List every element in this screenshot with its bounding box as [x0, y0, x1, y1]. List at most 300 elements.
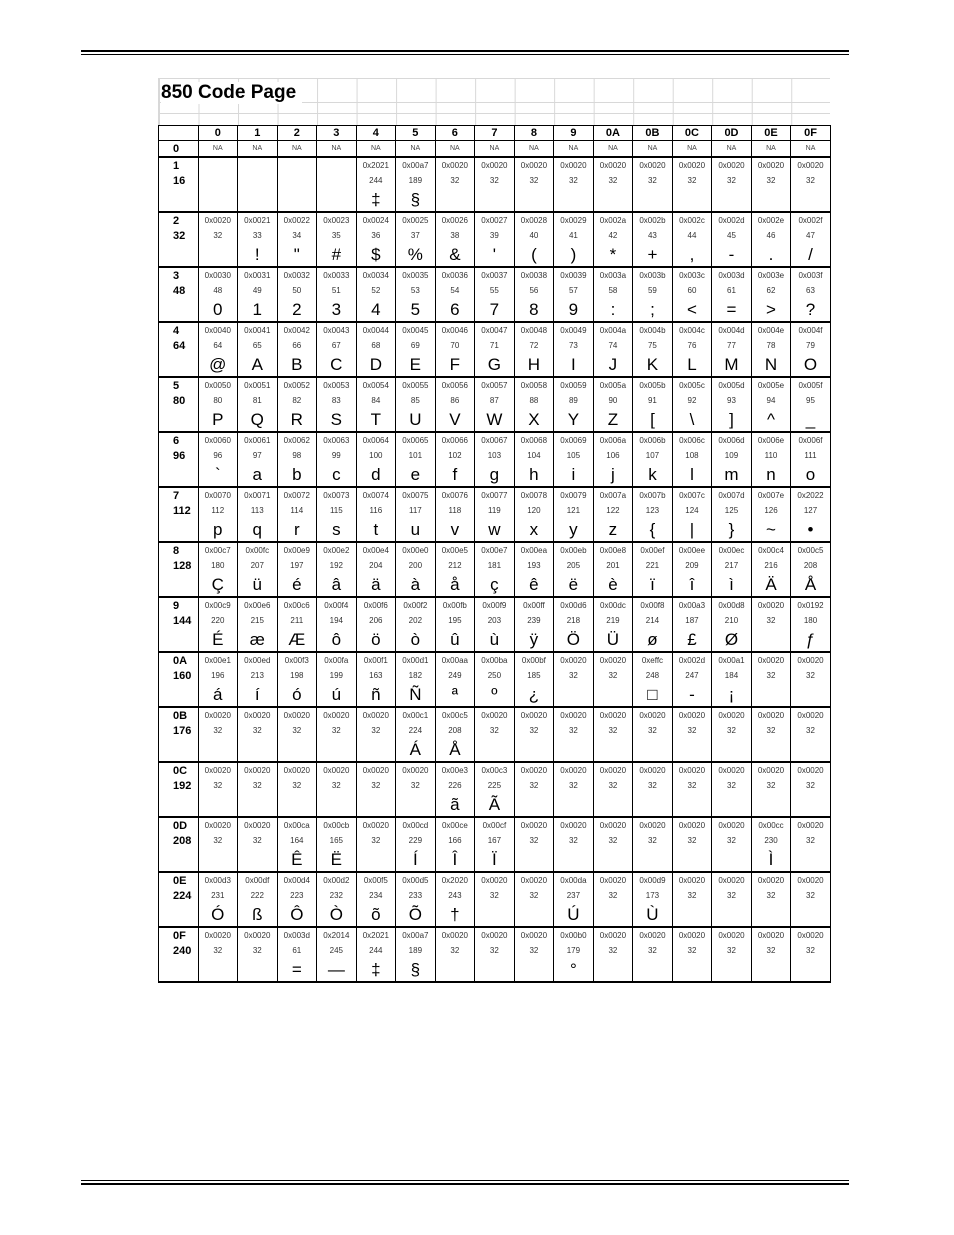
glyph-cell: F [435, 353, 475, 377]
hex-code-cell: 0x2022 [791, 487, 831, 503]
glyph-cell [238, 188, 278, 212]
hex-code-cell: 0x0020 [475, 707, 515, 723]
hex-code-cell: 0x00c5 [435, 707, 475, 723]
hex-code-cell: 0x005d [712, 377, 752, 393]
byte-code-cell: 84 [356, 393, 396, 408]
glyph-cell: 6 [435, 298, 475, 322]
byte-code-cell: 32 [751, 723, 791, 738]
hex-code-cell: 0x0022 [277, 212, 317, 228]
byte-code-cell: 79 [791, 338, 831, 353]
table-row-code [159, 668, 831, 683]
hex-code-cell: 0x0020 [514, 762, 554, 778]
row-label: 1 [159, 157, 199, 173]
table-row-glyph [159, 738, 831, 762]
byte-code-cell: 220 [198, 613, 238, 628]
byte-code-cell: 189 [396, 173, 436, 188]
row-decimal-label: 80 [159, 393, 199, 408]
hex-code-cell: 0x0050 [198, 377, 238, 393]
byte-code-cell: 32 [198, 943, 238, 958]
byte-code-cell: 32 [751, 613, 791, 628]
table-row-code [159, 723, 831, 738]
byte-code-cell: 234 [356, 888, 396, 903]
hex-code-cell: 0x005b [633, 377, 673, 393]
byte-code-cell: 213 [238, 668, 278, 683]
hex-code-cell: 0x00ee [672, 542, 712, 558]
glyph-cell: m [712, 463, 752, 487]
glyph-cell [672, 793, 712, 817]
hex-code-cell: 0x0047 [475, 322, 515, 338]
hex-code-cell: 0x0020 [198, 762, 238, 778]
hex-code-cell: 0x007b [633, 487, 673, 503]
glyph-cell: Ã [475, 793, 515, 817]
hex-code-cell: 0x0034 [356, 267, 396, 283]
table-row-hex [159, 597, 831, 613]
byte-code-cell: 109 [712, 448, 752, 463]
glyph-cell [791, 848, 831, 872]
glyph-cell [514, 958, 554, 982]
glyph-cell: æ [238, 628, 278, 652]
glyph-cell: = [712, 298, 752, 322]
byte-code-cell: 116 [356, 503, 396, 518]
code-page-sheet [158, 78, 830, 983]
byte-code-cell: 210 [712, 613, 752, 628]
column-header: 8 [514, 126, 554, 141]
glyph-cell: ) [554, 243, 594, 267]
byte-code-cell: 194 [317, 613, 357, 628]
column-header: 0D [712, 126, 752, 141]
hex-code-cell: 0x0039 [554, 267, 594, 283]
byte-code-cell: 249 [435, 668, 475, 683]
table-row-hex [159, 542, 831, 558]
hex-code-cell: 0x0020 [593, 157, 633, 173]
hex-code-cell: 0x0043 [317, 322, 357, 338]
row-spacer [159, 518, 199, 542]
glyph-cell: j [593, 463, 633, 487]
hex-code-cell: 0x0020 [554, 652, 594, 668]
glyph-cell: u [396, 518, 436, 542]
byte-code-cell: 97 [238, 448, 278, 463]
hex-code-cell: 0x006b [633, 432, 673, 448]
hex-code-cell: 0x0020 [238, 707, 278, 723]
row-spacer [159, 573, 199, 597]
table-row-glyph [159, 188, 831, 212]
glyph-cell: ¡ [712, 683, 752, 707]
byte-code-cell: 78 [751, 338, 791, 353]
hex-code-cell: 0x0029 [554, 212, 594, 228]
byte-code-cell: 55 [475, 283, 515, 298]
byte-code-cell: 32 [672, 173, 712, 188]
glyph-cell: ' [475, 243, 515, 267]
glyph-cell: ; [633, 298, 673, 322]
hex-code-cell: 0x0020 [435, 927, 475, 943]
row-decimal-label: 128 [159, 558, 199, 573]
hex-code-cell: 0x0020 [356, 817, 396, 833]
glyph-cell [554, 848, 594, 872]
glyph-cell: é [277, 573, 317, 597]
glyph-cell: * [593, 243, 633, 267]
byte-code-cell: 184 [712, 668, 752, 683]
byte-code-cell: 208 [435, 723, 475, 738]
byte-code-cell: 32 [475, 888, 515, 903]
hex-code-cell: 0x0020 [751, 762, 791, 778]
byte-code-cell: 187 [672, 613, 712, 628]
hex-code-cell: 0x002d [672, 652, 712, 668]
byte-code-cell: 204 [356, 558, 396, 573]
byte-code-cell: 61 [277, 943, 317, 958]
hex-code-cell: 0x0074 [356, 487, 396, 503]
hex-code-cell: 0x0021 [238, 212, 278, 228]
glyph-cell: + [633, 243, 673, 267]
byte-code-cell: 245 [317, 943, 357, 958]
glyph-cell: ƒ [791, 628, 831, 652]
glyph-cell [238, 958, 278, 982]
code-cell-value: NA [277, 141, 317, 158]
hex-code-cell: 0x002a [593, 212, 633, 228]
byte-code-cell: 56 [514, 283, 554, 298]
glyph-cell: J [593, 353, 633, 377]
glyph-cell [396, 793, 436, 817]
byte-code-cell: 49 [238, 283, 278, 298]
hex-code-cell: 0x0046 [435, 322, 475, 338]
table-row-hex [159, 487, 831, 503]
byte-code-cell: 32 [514, 723, 554, 738]
hex-code-cell: 0x0067 [475, 432, 515, 448]
glyph-cell: Æ [277, 628, 317, 652]
glyph-cell [238, 793, 278, 817]
byte-code-cell: 64 [198, 338, 238, 353]
code-page-table [158, 125, 831, 983]
hex-code-cell: 0x0032 [277, 267, 317, 283]
byte-code-cell: 88 [514, 393, 554, 408]
hex-code-cell: 0x004f [791, 322, 831, 338]
byte-code-cell: 69 [396, 338, 436, 353]
row-label: 0D [159, 817, 199, 833]
hex-code-cell: 0x0061 [238, 432, 278, 448]
glyph-cell: à [396, 573, 436, 597]
hex-code-cell: 0x0071 [238, 487, 278, 503]
byte-code-cell: 121 [554, 503, 594, 518]
glyph-cell [317, 793, 357, 817]
glyph-cell [751, 738, 791, 762]
hex-code-cell: 0x0020 [593, 817, 633, 833]
hex-code-cell: 0x00a1 [712, 652, 752, 668]
hex-code-cell: 0x00e6 [238, 597, 278, 613]
glyph-cell: x [514, 518, 554, 542]
byte-code-cell: 91 [633, 393, 673, 408]
glyph-cell: Ö [554, 628, 594, 652]
row-decimal-label: 160 [159, 668, 199, 683]
glyph-cell: k [633, 463, 673, 487]
byte-code-cell: 32 [672, 888, 712, 903]
glyph-cell [751, 793, 791, 817]
byte-code-cell: 32 [198, 228, 238, 243]
byte-code-cell: 32 [554, 833, 594, 848]
hex-code-cell: 0x2021 [356, 927, 396, 943]
row-label: 9 [159, 597, 199, 613]
byte-code-cell: 32 [435, 173, 475, 188]
byte-code-cell: 223 [277, 888, 317, 903]
glyph-cell: l [672, 463, 712, 487]
hex-code-cell: 0x00ff [514, 597, 554, 613]
byte-code-cell: 43 [633, 228, 673, 243]
glyph-cell [277, 188, 317, 212]
byte-code-cell: 102 [435, 448, 475, 463]
hex-code-cell: 0x0020 [554, 157, 594, 173]
byte-code-cell: 247 [672, 668, 712, 683]
column-header: 0A [593, 126, 633, 141]
byte-code-cell: 32 [712, 723, 752, 738]
byte-code-cell: 32 [791, 173, 831, 188]
byte-code-cell: 211 [277, 613, 317, 628]
hex-code-cell: 0x2014 [317, 927, 357, 943]
byte-code-cell: 81 [238, 393, 278, 408]
glyph-cell: c [317, 463, 357, 487]
glyph-cell: ¿ [514, 683, 554, 707]
hex-code-cell: 0x0028 [514, 212, 554, 228]
byte-code-cell: 125 [712, 503, 752, 518]
byte-code-cell: 115 [317, 503, 357, 518]
byte-code-cell: 32 [593, 668, 633, 683]
glyph-cell: ° [554, 958, 594, 982]
byte-code-cell: 208 [791, 558, 831, 573]
hex-code-cell: 0x00c7 [198, 542, 238, 558]
byte-code-cell: 87 [475, 393, 515, 408]
byte-code-cell: 36 [356, 228, 396, 243]
column-header-row [159, 126, 831, 141]
byte-code-cell: 206 [356, 613, 396, 628]
glyph-cell [593, 738, 633, 762]
hex-code-cell: 0x0051 [238, 377, 278, 393]
hex-code-cell: 0x00c5 [791, 542, 831, 558]
table-row-hex [159, 377, 831, 393]
row-spacer [159, 408, 199, 432]
hex-code-cell: 0xeffc [633, 652, 673, 668]
glyph-cell: ú [317, 683, 357, 707]
hex-code-cell: 0x0031 [238, 267, 278, 283]
glyph-cell: / [791, 243, 831, 267]
table-row-glyph [159, 848, 831, 872]
glyph-cell: Í [396, 848, 436, 872]
byte-code-cell: 75 [633, 338, 673, 353]
hex-code-cell: 0x0063 [317, 432, 357, 448]
byte-code-cell: 216 [751, 558, 791, 573]
hex-code-cell: 0x0020 [791, 157, 831, 173]
glyph-cell [198, 188, 238, 212]
glyph-cell: = [277, 958, 317, 982]
hex-code-cell: 0x0068 [514, 432, 554, 448]
glyph-cell: g [475, 463, 515, 487]
glyph-cell [593, 683, 633, 707]
glyph-cell: ü [238, 573, 278, 597]
hex-code-cell: 0x0020 [514, 927, 554, 943]
hex-code-cell: 0x00e7 [475, 542, 515, 558]
row-label: 6 [159, 432, 199, 448]
byte-code-cell: 32 [514, 173, 554, 188]
hex-code-cell: 0x00e9 [277, 542, 317, 558]
byte-code-cell: 32 [712, 778, 752, 793]
byte-code-cell: 32 [238, 723, 278, 738]
hex-code-cell: 0x0020 [633, 157, 673, 173]
glyph-cell: ö [356, 628, 396, 652]
hex-code-cell: 0x0020 [198, 817, 238, 833]
column-header: 0C [672, 126, 712, 141]
glyph-cell: º [475, 683, 515, 707]
hex-code-cell: 0x0020 [751, 872, 791, 888]
hex-code-cell: 0x00f4 [317, 597, 357, 613]
table-row-code [159, 448, 831, 463]
byte-code-cell: 73 [554, 338, 594, 353]
hex-code-cell: 0x00e0 [396, 542, 436, 558]
glyph-cell [791, 683, 831, 707]
byte-code-cell: 205 [554, 558, 594, 573]
byte-code-cell: 32 [633, 173, 673, 188]
glyph-cell: ( [514, 243, 554, 267]
glyph-cell: { [633, 518, 673, 542]
glyph-cell: e [396, 463, 436, 487]
byte-code-cell: 65 [238, 338, 278, 353]
byte-code-cell: 226 [435, 778, 475, 793]
byte-code-cell: 222 [238, 888, 278, 903]
glyph-cell: # [317, 243, 357, 267]
glyph-cell [435, 958, 475, 982]
table-row-code [159, 338, 831, 353]
byte-code-cell: 123 [633, 503, 673, 518]
byte-code-cell: 32 [633, 723, 673, 738]
hex-code-cell: 0x002e [751, 212, 791, 228]
byte-code-cell: 126 [751, 503, 791, 518]
byte-code-cell: 32 [593, 943, 633, 958]
glyph-cell: B [277, 353, 317, 377]
glyph-cell: Ú [554, 903, 594, 927]
hex-code-cell: 0x0020 [435, 157, 475, 173]
glyph-cell: Z [593, 408, 633, 432]
hex-code-cell: 0x0059 [554, 377, 594, 393]
hex-code-cell [277, 157, 317, 173]
byte-code-cell: 66 [277, 338, 317, 353]
hex-code-cell: 0x0060 [198, 432, 238, 448]
glyph-cell: % [396, 243, 436, 267]
table-row-code [159, 613, 831, 628]
hex-code-cell: 0x00e5 [435, 542, 475, 558]
hex-code-cell: 0x0020 [198, 927, 238, 943]
byte-code-cell: 33 [238, 228, 278, 243]
hex-code-cell: 0x005e [751, 377, 791, 393]
byte-code-cell: 32 [751, 778, 791, 793]
row-decimal-label: 32 [159, 228, 199, 243]
glyph-cell [475, 188, 515, 212]
glyph-cell [277, 738, 317, 762]
table-row-code [159, 943, 831, 958]
hex-code-cell: 0x0020 [672, 927, 712, 943]
byte-code-cell: 32 [593, 173, 633, 188]
glyph-cell: ÿ [514, 628, 554, 652]
byte-code-cell: 32 [554, 173, 594, 188]
glyph-cell: 7 [475, 298, 515, 322]
hex-code-cell: 0x0020 [554, 762, 594, 778]
glyph-cell: ª [435, 683, 475, 707]
hex-code-cell: 0x0020 [198, 707, 238, 723]
hex-code-cell: 0x0042 [277, 322, 317, 338]
glyph-cell: ù [475, 628, 515, 652]
row-spacer [159, 188, 199, 212]
hex-code-cell: 0x003d [277, 927, 317, 943]
hex-code-cell: 0x00fb [435, 597, 475, 613]
hex-code-cell: 0x00e2 [317, 542, 357, 558]
byte-code-cell: 32 [356, 723, 396, 738]
glyph-cell: Ü [593, 628, 633, 652]
code-cell-value: NA [593, 141, 633, 158]
glyph-cell: £ [672, 628, 712, 652]
hex-code-cell: 0x0020 [791, 872, 831, 888]
hex-code-cell: 0x00eb [554, 542, 594, 558]
hex-code-cell: 0x00a3 [672, 597, 712, 613]
byte-code-cell: 224 [396, 723, 436, 738]
code-cell-value: NA [633, 141, 673, 158]
hex-code-cell: 0x0020 [593, 707, 633, 723]
row-decimal-label: 64 [159, 338, 199, 353]
byte-code-cell: 244 [356, 173, 396, 188]
glyph-cell: É [198, 628, 238, 652]
hex-code-cell [198, 157, 238, 173]
hex-code-cell: 0x006c [672, 432, 712, 448]
table-row-glyph [159, 298, 831, 322]
hex-code-cell: 0x00f5 [356, 872, 396, 888]
table-row-glyph [159, 573, 831, 597]
byte-code-cell: 179 [554, 943, 594, 958]
glyph-cell: | [672, 518, 712, 542]
glyph-cell: T [356, 408, 396, 432]
glyph-cell: @ [198, 353, 238, 377]
glyph-cell: A [238, 353, 278, 377]
glyph-cell [238, 738, 278, 762]
glyph-cell [317, 188, 357, 212]
byte-code-cell: 32 [475, 723, 515, 738]
byte-code-cell: 173 [633, 888, 673, 903]
byte-code-cell: 63 [791, 283, 831, 298]
byte-code-cell: 207 [238, 558, 278, 573]
glyph-cell: $ [356, 243, 396, 267]
byte-code-cell: 106 [593, 448, 633, 463]
glyph-cell: W [475, 408, 515, 432]
hex-code-cell: 0x0048 [514, 322, 554, 338]
table-row-glyph [159, 518, 831, 542]
code-cell-value: NA [791, 141, 831, 158]
hex-code-cell [238, 157, 278, 173]
hex-code-cell: 0x00ea [514, 542, 554, 558]
hex-code-cell: 0x00f9 [475, 597, 515, 613]
footer-rule [81, 1180, 849, 1181]
byte-code-cell: 32 [238, 943, 278, 958]
byte-code-cell: 119 [475, 503, 515, 518]
byte-code-cell: 32 [277, 723, 317, 738]
row-spacer [159, 243, 199, 267]
byte-code-cell: 39 [475, 228, 515, 243]
table-row-code [159, 393, 831, 408]
code-cell-value: NA [198, 141, 238, 158]
page-title: 850 Code Page [161, 82, 302, 104]
hex-code-cell: 0x00f3 [277, 652, 317, 668]
byte-code-cell: 32 [672, 723, 712, 738]
glyph-cell: V [435, 408, 475, 432]
table-row-hex [159, 707, 831, 723]
glyph-cell [475, 958, 515, 982]
table-row-code [159, 833, 831, 848]
hex-code-cell: 0x003d [712, 267, 752, 283]
glyph-cell [791, 958, 831, 982]
byte-code-cell: 32 [712, 833, 752, 848]
table-row-code [159, 283, 831, 298]
byte-code-cell: 197 [277, 558, 317, 573]
